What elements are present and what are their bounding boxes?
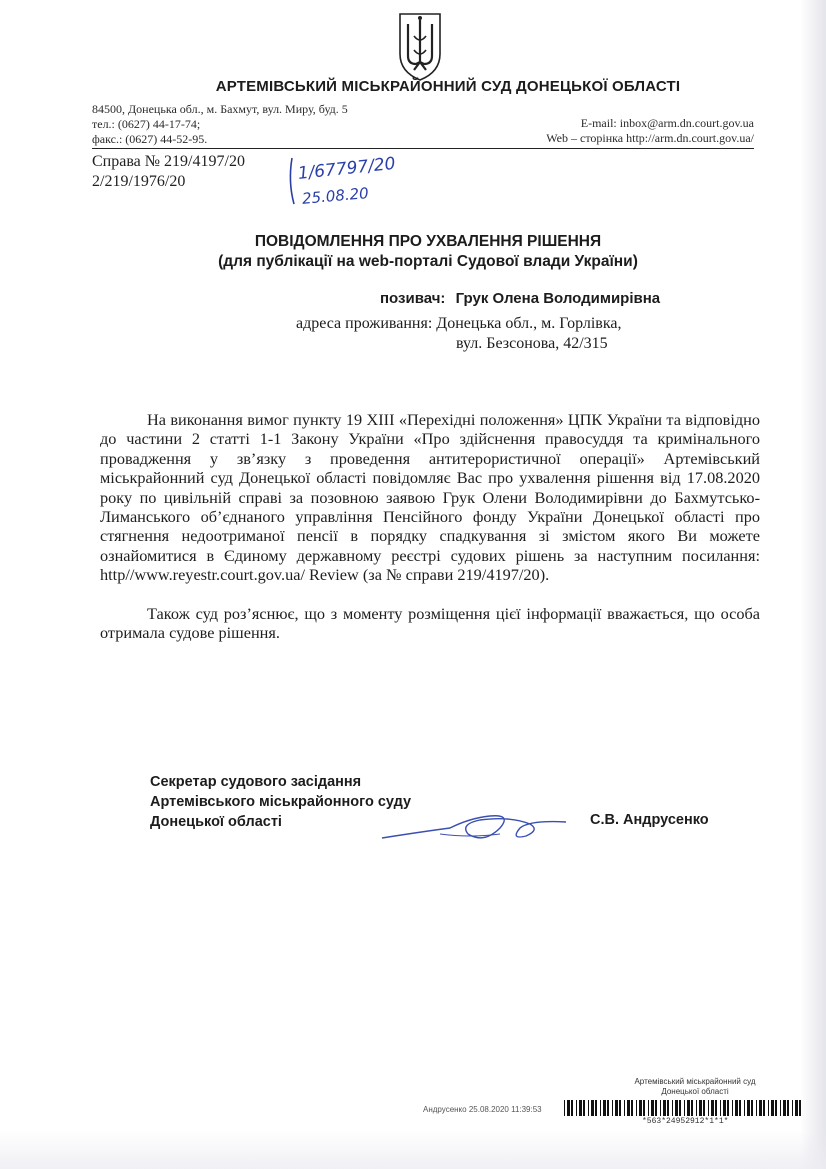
plaintiff-label: позивач: (380, 290, 446, 307)
signatory-title (150, 772, 411, 832)
barcode (564, 1100, 804, 1116)
signatory-line1: Секретар судового засідання (150, 774, 362, 790)
registration-stamp-text: Андрусенко 25.08.2020 11:39:53 (423, 1105, 542, 1114)
court-email: E-mail: inbox@arm.dn.court.gov.ua (580, 116, 754, 130)
coat-of-arms-icon (396, 10, 444, 82)
plaintiff-address (296, 314, 621, 354)
proceeding-number: 2/219/1976/20 (92, 173, 186, 190)
scan-edge-shadow (800, 0, 826, 1169)
court-contacts (470, 116, 754, 146)
notice-body (100, 410, 760, 642)
notice-title-line1: ПОВІДОМЛЕННЯ ПРО УХВАЛЕННЯ РІШЕННЯ (254, 233, 602, 250)
handwritten-signature (380, 798, 570, 858)
scan-bottom-shadow (0, 1130, 826, 1169)
plaintiff (380, 290, 660, 307)
case-numbers (92, 152, 245, 192)
stamp-court-line2: Донецької області (661, 1087, 729, 1096)
signatory-line3: Донецької області (150, 814, 282, 830)
address-label: адреса проживання: (296, 315, 433, 332)
case-number: Справа № 219/4197/20 (92, 153, 245, 170)
court-name: АРТЕМІВСЬКИЙ МІСЬКРАЙОННИЙ СУД ДОНЕЦЬКОЇ ОБЛАСТІ (215, 78, 681, 95)
barcode-text: *563*24952912*1*1* (642, 1117, 729, 1126)
registration-stamp-court (610, 1077, 780, 1097)
address-line2: вул. Безсонова, 42/315 (456, 335, 608, 352)
body-paragraph: Також суд роз’яснює, що з моменту розміщення цієї інформації вважається, що особа отримала судове рішення. (100, 603, 760, 643)
notice-title (0, 232, 826, 272)
court-address: 84500, Донецька обл., м. Бахмут, вул. Миру, буд. 5 (92, 102, 348, 116)
signatory-line2: Артемівського міськрайонного суду (150, 794, 412, 810)
court-website: Web – сторінка http://arm.dn.court.gov.ua/ (546, 131, 754, 145)
handwritten-date: 25.08.20 (301, 184, 370, 208)
signatory-name: С.В. Андрусенко (590, 812, 709, 828)
court-address-block (92, 102, 348, 147)
handwritten-registration-mark (286, 152, 416, 208)
court-fax: факс.: (0627) 44-52-95. (92, 132, 208, 146)
header-divider (92, 148, 754, 149)
address-line1: Донецька обл., м. Горлівка, (436, 315, 622, 332)
body-paragraph: На виконання вимог пункту 19 ХІІІ «Перехідні положення» ЦПК України та відповідно до частини 2 статті 1-1 Закону України «Про здійснення правосуддя та кримінального провадження у зв’язку з проведення антитерористичної операції» Артемівський міськрайонний суд Донецької області повідомляє Вас про ухвалення рішення від 17.08.2020 року по цивільній справі за позовною заявою Грук Олени Володимирівни до Бахмутсько-Лиманського об’єднаного управління Пенсійного фонду України Донецької області про стягнення недоотриманої пенсії в порядку спадкування зі змістом якого Ви можете ознайомитися в Єдиному державному реєстрі судових рішень за наступним посилання: http//www.reyestr.court.gov.ua/ Review (за № справи 219/4197/20). (100, 410, 760, 585)
plaintiff-name: Грук Олена Володимирівна (455, 290, 661, 307)
court-phone: тел.: (0627) 44-17-74; (92, 117, 201, 131)
stamp-court-line1: Артемівський міськрайонний суд (634, 1077, 756, 1086)
handwritten-number: 1/67797/20 (296, 153, 397, 184)
notice-title-line2: (для публікації на web-порталі Судової влади України) (218, 253, 638, 270)
